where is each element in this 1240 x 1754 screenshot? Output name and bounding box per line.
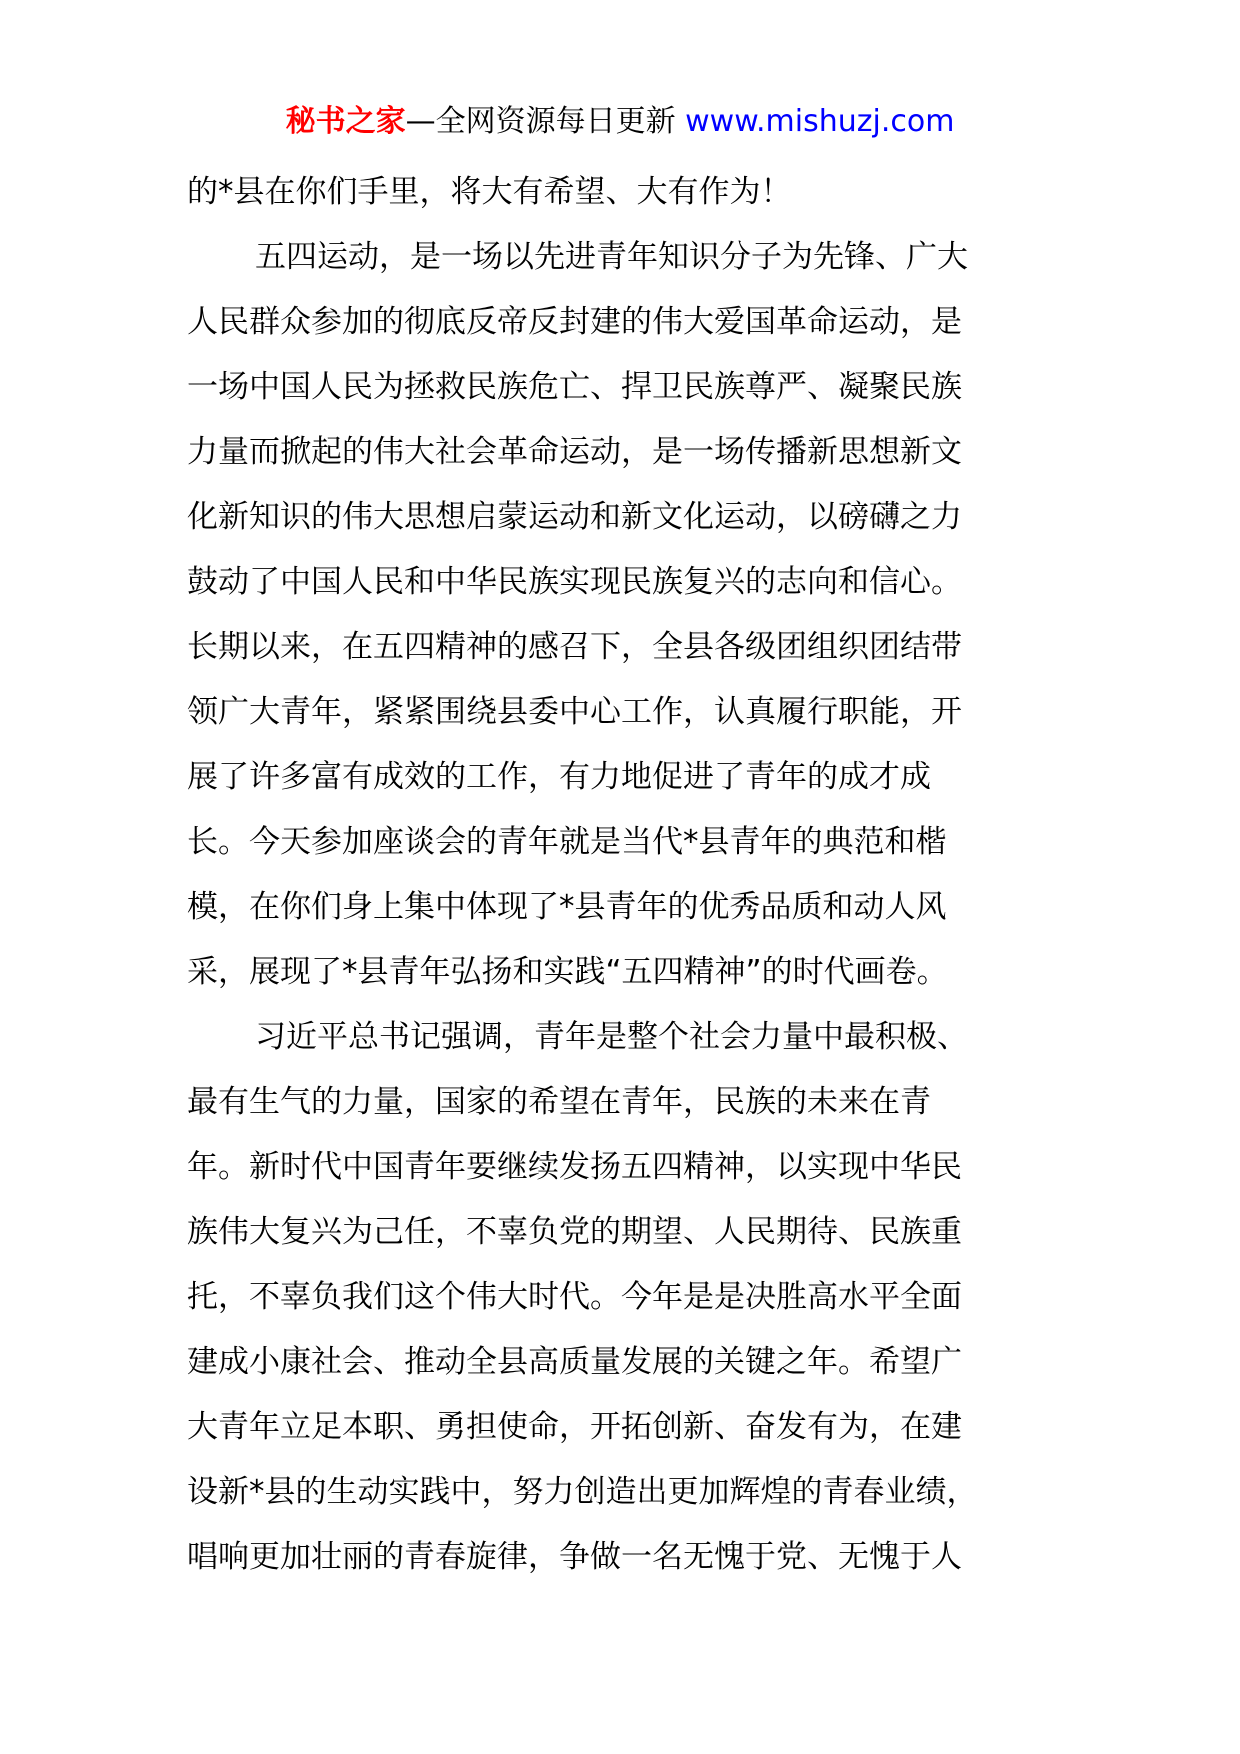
- site-url-link[interactable]: www.mishuzj.com: [685, 104, 955, 139]
- document-body: [187, 160, 1057, 1590]
- text-line: 一场中国人民为拯救民族危亡、捍卫民族尊严、凝聚民族: [187, 369, 962, 405]
- paragraph-start-line: 五四运动，是一场以先进青年知识分子为先锋、广大: [255, 239, 968, 275]
- text-line: 化新知识的伟大思想启蒙运动和新文化运动，以磅礴之力: [187, 499, 962, 535]
- header-tagline: —全网资源每日更新: [405, 104, 676, 139]
- text-line: 设新*县的生动实践中，努力创造出更加辉煌的青春业绩，: [187, 1474, 978, 1510]
- text-line: 的*县在你们手里，将大有希望、大有作为！: [187, 174, 792, 210]
- text-line: 年。新时代中国青年要继续发扬五四精神，以实现中华民: [187, 1149, 962, 1185]
- text-line: 展了许多富有成效的工作，有力地促进了青年的成才成: [187, 759, 931, 795]
- text-line: 模，在你们身上集中体现了*县青年的优秀品质和动人风: [187, 889, 947, 925]
- text-line: 力量而掀起的伟大社会革命运动，是一场传播新思想新文: [187, 434, 962, 470]
- text-line: 托，不辜负我们这个伟大时代。今年是是决胜高水平全面: [187, 1279, 962, 1315]
- text-line: 领广大青年，紧紧围绕县委中心工作，认真履行职能，开: [187, 694, 962, 730]
- text-line: 长期以来，在五四精神的感召下，全县各级团组织团结带: [187, 629, 962, 665]
- text-line: 鼓动了中国人民和中华民族实现民族复兴的志向和信心。: [187, 564, 962, 600]
- page-header: [0, 102, 1240, 142]
- paragraph-start-line: 习近平总书记强调，青年是整个社会力量中最积极、: [255, 1019, 968, 1055]
- text-line: 建成小康社会、推动全县高质量发展的关键之年。希望广: [187, 1344, 962, 1380]
- brand-name: 秘书之家: [285, 104, 406, 139]
- text-line: 大青年立足本职、勇担使命，开拓创新、奋发有为，在建: [187, 1409, 962, 1445]
- text-line: 采，展现了*县青年弘扬和实践“五四精神”的时代画卷。: [187, 954, 948, 990]
- text-line: 族伟大复兴为己任，不辜负党的期望、人民期待、民族重: [187, 1214, 962, 1250]
- text-line: 人民群众参加的彻底反帝反封建的伟大爱国革命运动，是: [187, 304, 962, 340]
- text-line: 长。今天参加座谈会的青年就是当代*县青年的典范和楷: [187, 824, 947, 860]
- text-line: 唱响更加壮丽的青春旋律，争做一名无愧于党、无愧于人: [187, 1539, 962, 1575]
- text-line: 最有生气的力量，国家的希望在青年，民族的未来在青: [187, 1084, 931, 1120]
